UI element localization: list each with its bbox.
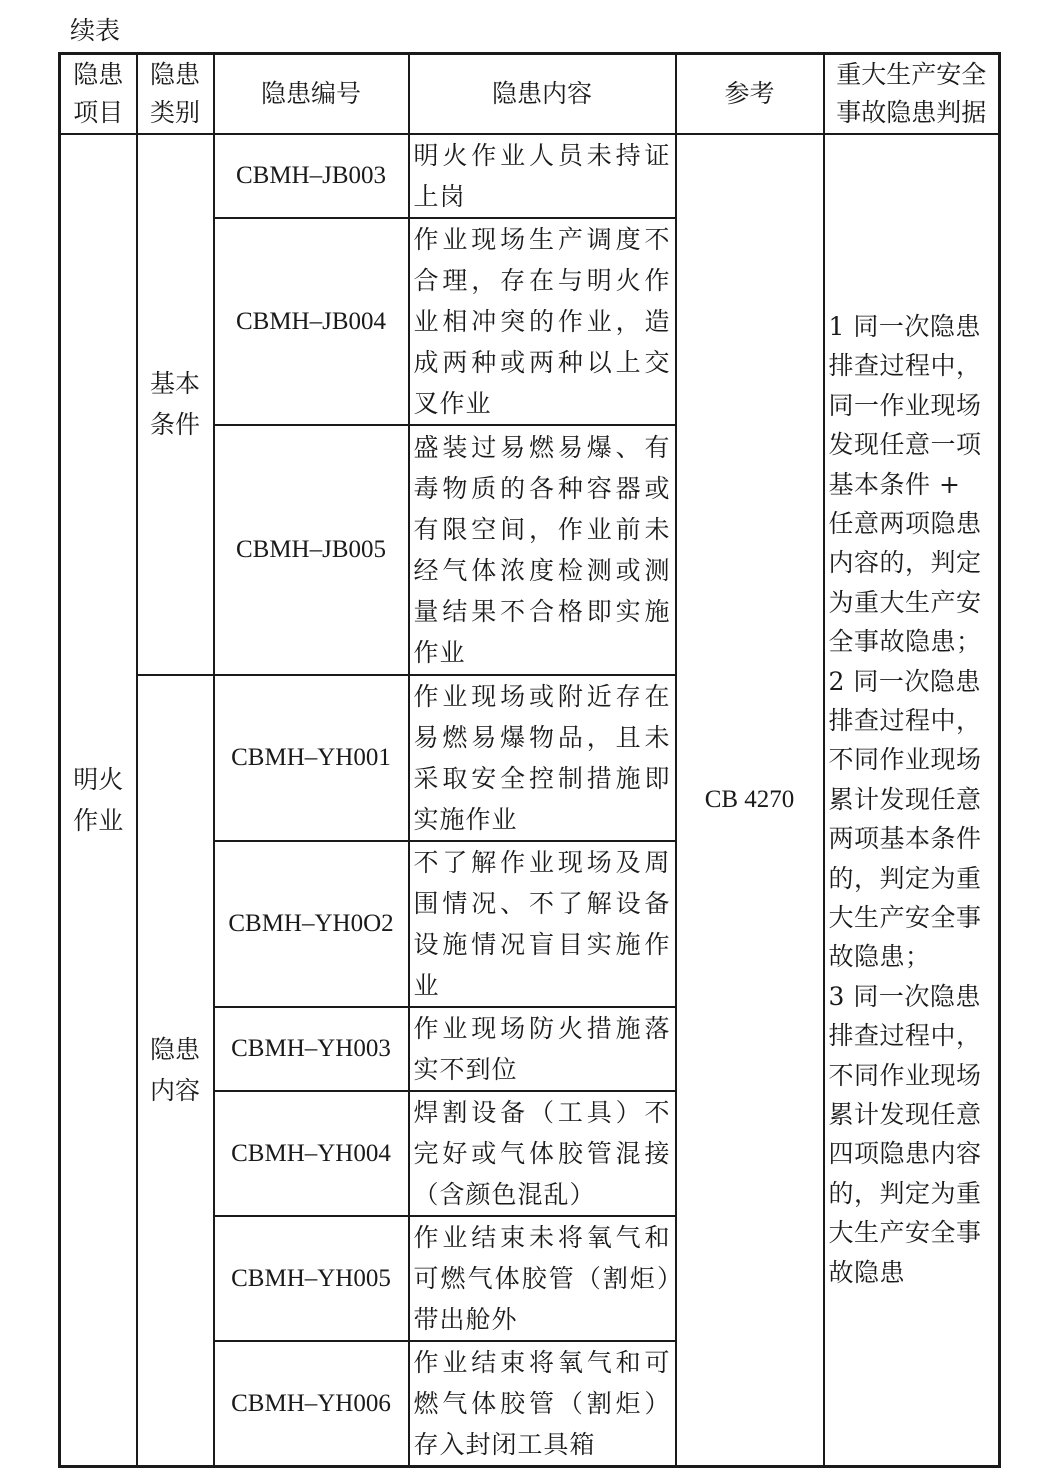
category-cell-hazard: 隐患 内容 (137, 675, 214, 1467)
criteria-cell (824, 134, 1000, 1467)
hazard-code: CBMH–JB005 (214, 425, 409, 675)
category-cell-basic: 基本 条件 (137, 134, 214, 675)
hazard-table (58, 52, 1001, 1468)
hazard-content: 盛装过易燃易爆、有毒物质的各种容器或有限空间，作业前未经气体浓度检测或测量结果不合格即实施作业 (409, 425, 676, 675)
header-item: 隐患 项目 (60, 54, 137, 134)
criteria-item: 3 同一次隐患排查过程中，不同作业现场累计发现任意四项隐患内容的，判定为重大生产安全事故隐患 (828, 981, 982, 1287)
hazard-code: CBMH–YH004 (214, 1091, 409, 1216)
criteria-item: 2 同一次隐患排查过程中，不同作业现场累计发现任意两项基本条件的，判定为重大生产安全事故隐患； (828, 666, 982, 972)
hazard-code: CBMH–YH0O2 (214, 841, 409, 1007)
header-content: 隐患内容 (409, 54, 676, 134)
criteria-item: 1 同一次隐患排查过程中，同一作业现场发现任意一项基本条件 + 任意两项隐患内容的，判定为重大生产安全事故隐患； (828, 311, 982, 657)
header-code: 隐患编号 (214, 54, 409, 134)
hazard-content: 作业结束未将氧气和可燃气体胶管（割炬）带出舱外 (409, 1216, 676, 1341)
hazard-content: 明火作业人员未持证上岗 (409, 134, 676, 218)
hazard-content: 作业结束将氧气和可燃气体胶管（割炬）存入封闭工具箱 (409, 1341, 676, 1467)
hazard-code: CBMH–JB003 (214, 134, 409, 218)
hazard-code: CBMH–YH005 (214, 1216, 409, 1341)
table-row (60, 134, 1000, 218)
hazard-code: CBMH–YH003 (214, 1007, 409, 1091)
item-cell: 明火 作业 (60, 134, 137, 1467)
hazard-code: CBMH–YH001 (214, 675, 409, 841)
header-criteria: 重大生产安全 事故隐患判据 (824, 54, 1000, 134)
hazard-content: 不了解作业现场及周围情况、不了解设备设施情况盲目实施作业 (409, 841, 676, 1007)
hazard-content: 作业现场或附近存在易燃易爆物品，且未采取安全控制措施即实施作业 (409, 675, 676, 841)
header-reference: 参考 (676, 54, 824, 134)
hazard-content: 作业现场防火措施落实不到位 (409, 1007, 676, 1091)
table-caption: 续表 (70, 16, 121, 45)
header-row (60, 54, 1000, 134)
reference-cell: CB 4270 (676, 134, 824, 1467)
hazard-content: 作业现场生产调度不合理，存在与明火作业相冲突的作业，造成两种或两种以上交叉作业 (409, 218, 676, 425)
hazard-code: CBMH–JB004 (214, 218, 409, 425)
header-category: 隐患 类别 (137, 54, 214, 134)
hazard-code: CBMH–YH006 (214, 1341, 409, 1467)
hazard-content: 焊割设备（工具）不完好或气体胶管混接（含颜色混乱） (409, 1091, 676, 1216)
